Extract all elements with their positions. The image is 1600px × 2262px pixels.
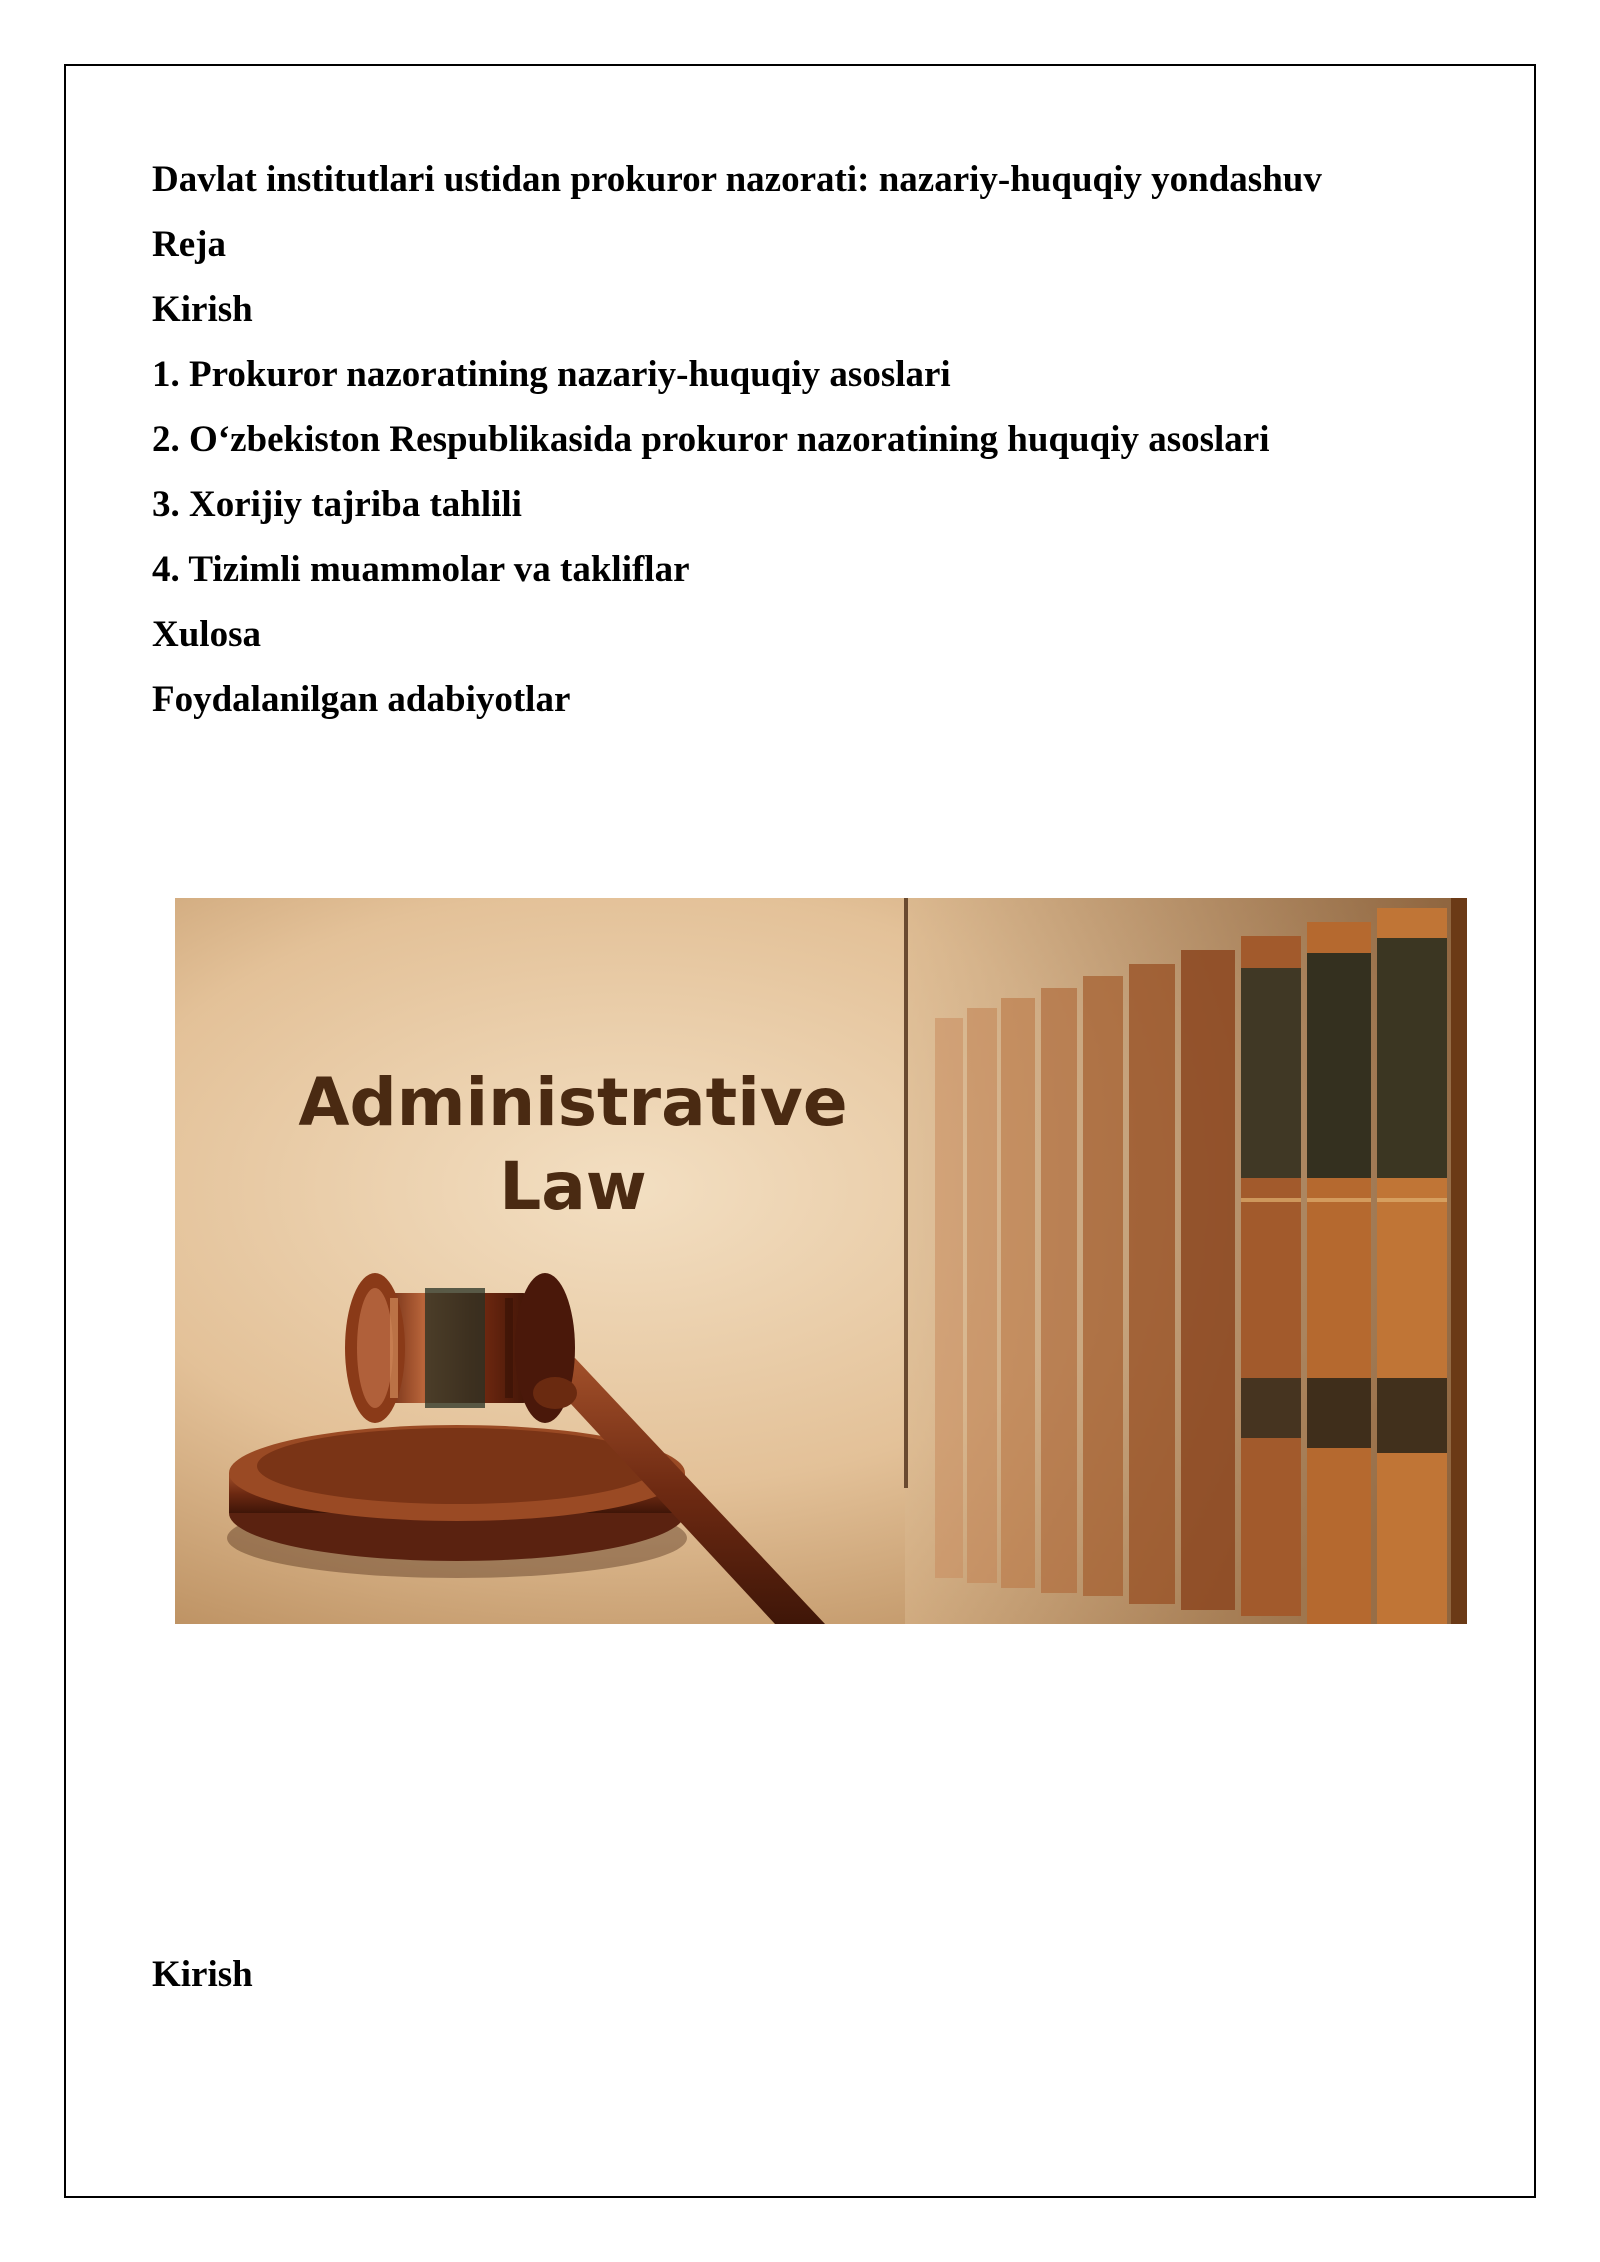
section-heading: Kirish bbox=[152, 1954, 253, 1995]
plan-item: Foydalanilgan adabiyotlar bbox=[152, 679, 571, 720]
art-title-line1: Administrative bbox=[298, 1064, 848, 1141]
document-title: Davlat institutlari ustidan prokuror nazorati: nazariy-huquqiy yondashuv bbox=[152, 159, 1322, 200]
plan-item: 4. Tizimli muammolar va takliflar bbox=[152, 549, 690, 590]
plan-heading: Reja bbox=[152, 224, 226, 265]
plan-item: Kirish bbox=[152, 289, 253, 330]
plan-item: 2. O‘zbekiston Respublikasida prokuror nazoratining huquqiy asoslari bbox=[152, 419, 1270, 460]
plan-item: 3. Xorijiy tajriba tahlili bbox=[152, 484, 522, 525]
administrative-law-image bbox=[175, 898, 1467, 1624]
plan-item: Xulosa bbox=[152, 614, 261, 655]
law-books-icon bbox=[935, 898, 1467, 1624]
plan-item: 1. Prokuror nazoratining nazariy-huquqiy asoslari bbox=[152, 354, 951, 395]
art-title-line2: Law bbox=[499, 1148, 647, 1225]
document-body bbox=[152, 147, 1452, 732]
